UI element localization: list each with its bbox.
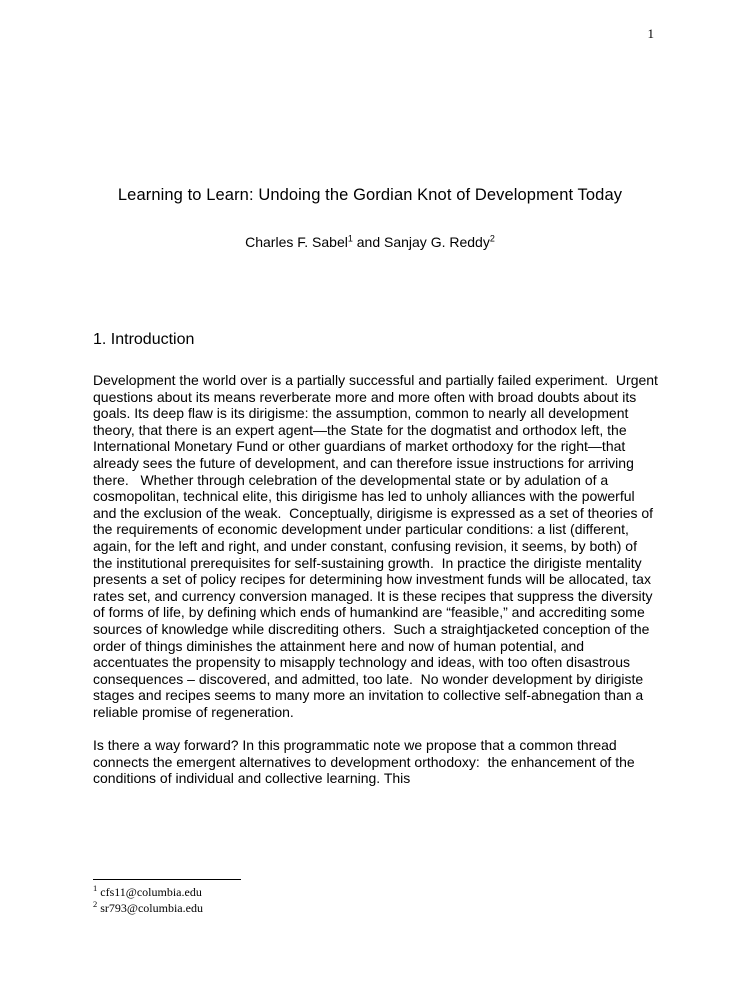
author-1-footnote-marker: 1: [347, 233, 353, 244]
footnote-2-marker: 2: [93, 898, 98, 909]
footnote-2: [93, 898, 660, 917]
footnote-2-text: sr793@columbia.edu: [100, 900, 203, 915]
footnote-1-text: cfs11@columbia.edu: [100, 885, 202, 899]
author-2-name: Sanjay G. Reddy: [384, 234, 490, 250]
author-2-footnote-marker: 2: [489, 233, 495, 244]
body-content: [93, 331, 660, 803]
author-1-name: Charles F. Sabel: [245, 234, 348, 250]
page-number: 1: [647, 26, 654, 41]
footnotes-section: [93, 879, 660, 916]
footnote-1: [93, 885, 660, 901]
authors-separator: and: [352, 234, 384, 250]
authors-line: [60, 234, 680, 250]
footnote-separator-rule: [93, 879, 241, 880]
paper-title: Learning to Learn: Undoing the Gordian Knot of Development Today: [117, 186, 623, 204]
footnote-1-marker: 1: [93, 883, 98, 893]
section-heading-introduction: 1. Introduction: [93, 331, 195, 348]
paragraph-2: Is there a way forward? In this programmatic note we propose that a common thread connects the emergent alternatives to development orthodoxy: the enhancement of the conditions of individual and collective learning. This: [93, 737, 639, 787]
paragraph-1: Development the world over is a partially successful and partially failed experiment. Urgent questions about its means reverberate more and more often with broad doubts about its goals. Its deep flaw is its dirigisme: the assumption, common to nearly all development theory, that there is an expert agent—the State for the dogmatist and orthodox left, the International Monetary Fund or other guardians of market orthodoxy for the right—that already sees the future of development, and can therefore issue instructions for arriving there. Whether through celebration of the developmental state or by adulation of a cosmopolitan, technical elite, this dirigisme has led to unholy alliances with the powerful and the exclusion of the weak. Conceptually, dirigisme is expressed as a set of theories of the requirements of economic development under particular conditions: a list (different, again, for the left and right, and under constant, confusing revision, it seems, by both) of the institutional prerequisites for self-sustaining growth. In practice the dirigiste mentality presents a set of policy recipes for determining how investment funds will be allocated, tax rates set, and currency conversion managed. It is these recipes that suppress the diversity of forms of life, by defining which ends of humankind are “feasible,” and accrediting some sources of knowledge while discrediting others. Such a straightjacketed conception of the order of things diminishes the attainment here and now of human potential, and accentuates the propensity to misapply technology and ideas, with too often disastrous consequences – discovered, and admitted, too late. No wonder development by dirigiste stages and recipes seems to many more an invitation to collective self-abnegation than a reliable promise of regeneration.: [93, 372, 662, 720]
